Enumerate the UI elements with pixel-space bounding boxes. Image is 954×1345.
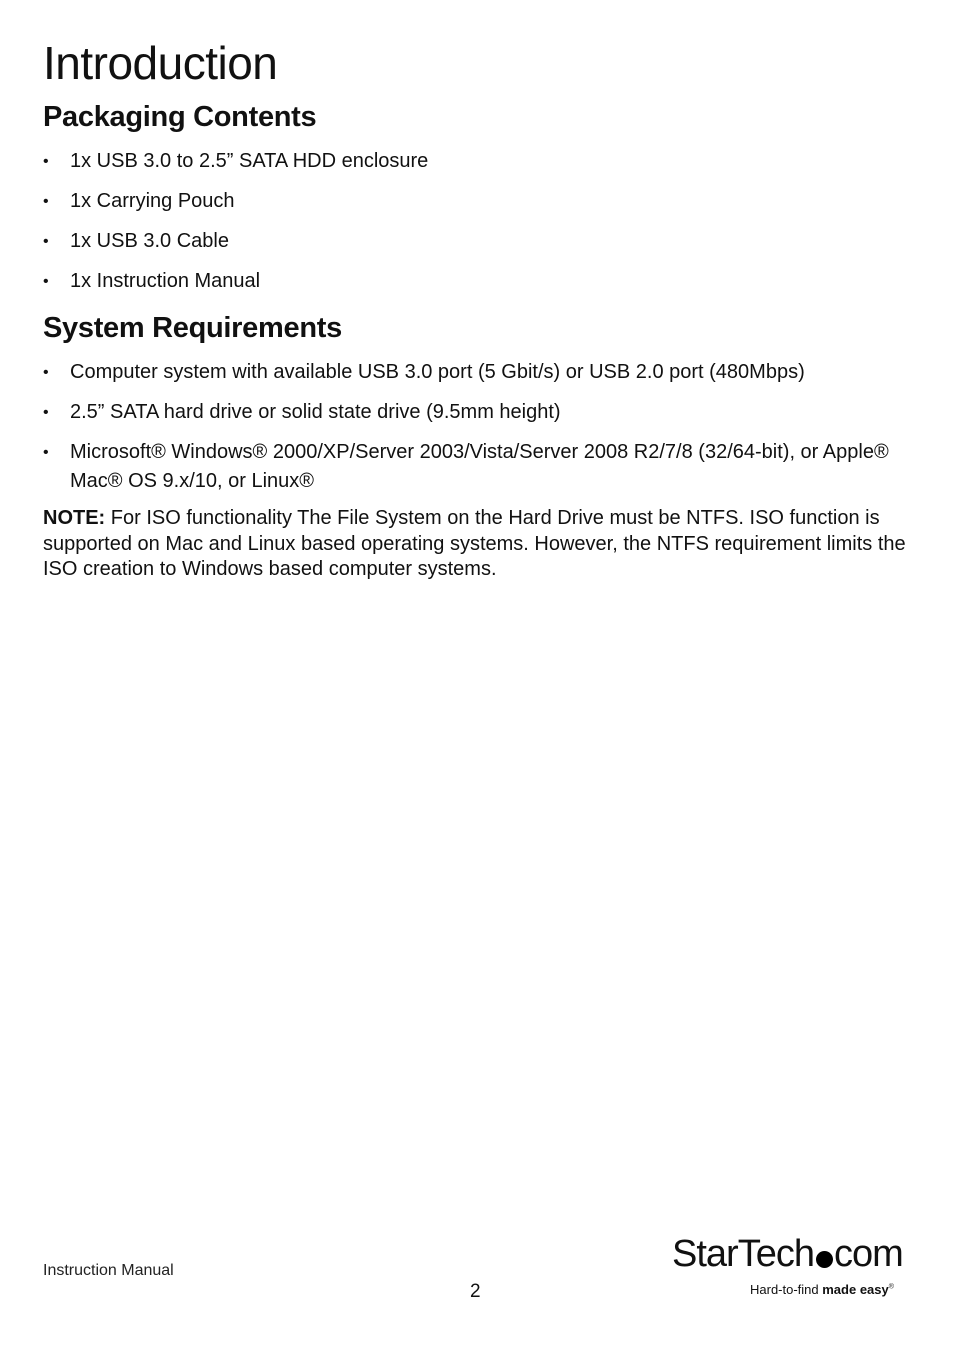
bullet-icon: • [43,193,49,210]
bullet-icon: • [43,404,49,421]
list-item [43,267,913,296]
tagline-bold: made easy [822,1282,889,1297]
list-item-text: 1x Carrying Pouch [70,190,235,212]
iso-note [43,506,913,583]
bullet-icon: • [43,153,49,170]
list-item-text: 1x Instruction Manual [70,270,261,292]
system-requirements-heading: System Requirements [43,312,342,344]
system-requirements-list [43,358,913,507]
list-item [43,398,913,427]
logo-tagline [750,1282,894,1297]
logo-wordmark [672,1232,903,1276]
registered-mark: ® [888,1283,894,1291]
list-item-text: 2.5” SATA hard drive or solid state drive (9.5mm height) [70,401,561,423]
note-text: For ISO functionality The File System on the Hard Drive must be NTFS. ISO function is supported on Mac and Linux based operating systems. However, the NTFS requirement limits the ISO creation to Windows based computer systems. [43,507,906,580]
list-item-text: 1x USB 3.0 to 2.5” SATA HDD enclosure [70,150,429,172]
bullet-icon: • [43,364,49,381]
footer-document-label: Instruction Manual [43,1262,174,1279]
list-item-text: 1x USB 3.0 Cable [70,230,229,252]
logo-dot-icon [816,1251,833,1268]
packaging-contents-heading: Packaging Contents [43,101,317,133]
packaging-contents-list [43,147,913,307]
page-title: Introduction [43,37,278,89]
bullet-icon: • [43,444,49,461]
list-item-text: Computer system with available USB 3.0 port (5 Gbit/s) or USB 2.0 port (480Mbps) [70,361,805,383]
bullet-icon: • [43,273,49,290]
list-item [43,438,913,496]
list-item [43,147,913,176]
list-item [43,227,913,256]
logo-brand-right: com [833,1233,903,1275]
bullet-icon: • [43,233,49,250]
logo-brand-left: StarTech [672,1233,814,1275]
tagline-light: Hard-to-find [750,1282,823,1297]
list-item [43,358,913,387]
list-item [43,187,913,216]
startech-logo [672,1232,912,1304]
note-label: NOTE: [43,507,106,529]
list-item-text: Microsoft® Windows® 2000/XP/Server 2003/Vista/Server 2008 R2/7/8 (32/64-bit), or Apple® Mac® OS 9.x/10, or Linux® [70,441,889,492]
page-number: 2 [470,1281,481,1302]
